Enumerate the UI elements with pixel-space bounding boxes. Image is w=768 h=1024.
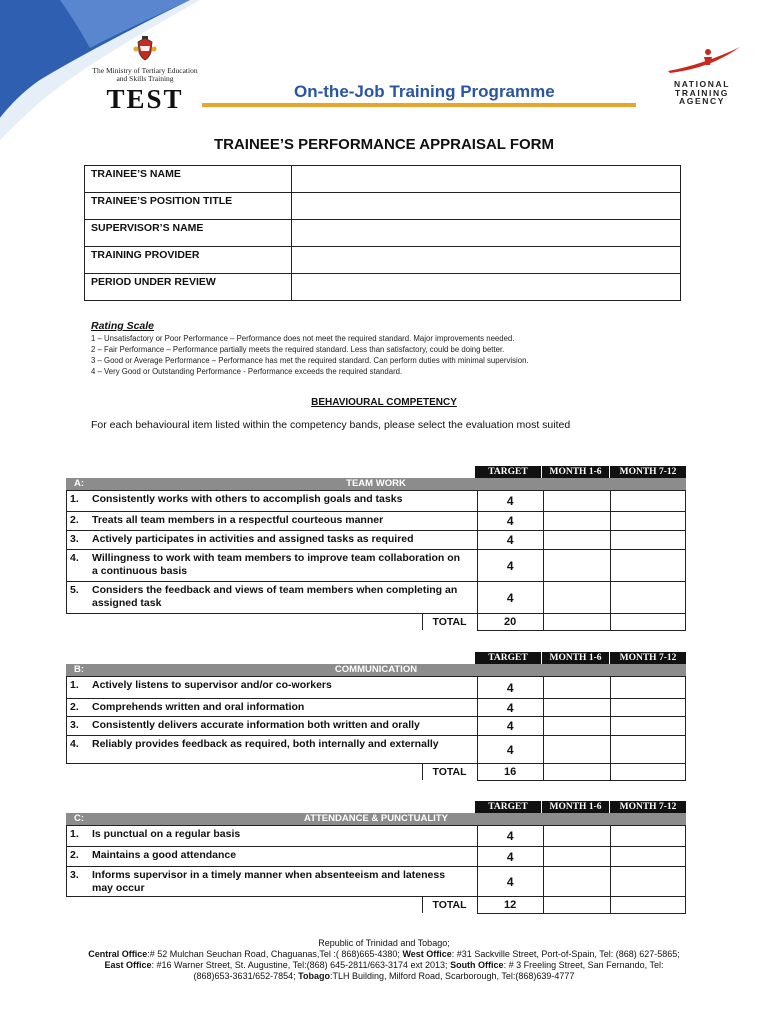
item-description bbox=[67, 826, 478, 847]
month-7-12-total-cell[interactable] bbox=[610, 897, 685, 914]
item-number: 2. bbox=[70, 849, 79, 861]
item-text: Treats all team members in a respectful courteous manner bbox=[92, 514, 384, 526]
month-7-12-header: MONTH 7-12 bbox=[610, 801, 686, 813]
month-7-12-cell[interactable] bbox=[610, 717, 685, 736]
column-header-row bbox=[475, 466, 686, 478]
rating-line: 1 – Unsatisfactory or Poor Performance – Performance does not meet the required standard. Major improvements needed. bbox=[91, 334, 515, 343]
column-header-row bbox=[475, 652, 686, 664]
month-7-12-header: MONTH 7-12 bbox=[610, 466, 686, 478]
competency-items-table bbox=[66, 676, 686, 781]
nta-line3: AGENCY bbox=[679, 96, 725, 106]
target-value: 4 bbox=[477, 699, 543, 717]
form-title: TRAINEE’S PERFORMANCE APPRAISAL FORM bbox=[213, 136, 555, 153]
rating-scale-title: Rating Scale bbox=[91, 320, 155, 332]
band-code: C: bbox=[74, 813, 85, 824]
item-text: Comprehends written and oral information bbox=[92, 701, 305, 713]
behavioural-competency-title: BEHAVIOURAL COMPETENCY bbox=[311, 397, 457, 408]
item-number: 3. bbox=[70, 869, 79, 881]
competency-band-header bbox=[66, 478, 686, 490]
month-1-6-cell[interactable] bbox=[543, 531, 610, 550]
item-text: Informs supervisor in a timely manner when absenteeism and lateness may occur bbox=[92, 869, 446, 894]
month-1-6-total-cell[interactable] bbox=[543, 764, 610, 781]
table-row bbox=[67, 512, 686, 531]
table-row bbox=[67, 491, 686, 512]
total-spacer bbox=[67, 897, 478, 914]
info-label: SUPERVISOR’S NAME bbox=[85, 220, 292, 247]
target-header: TARGET bbox=[475, 466, 542, 478]
item-description bbox=[67, 847, 478, 867]
target-value: 4 bbox=[477, 582, 543, 614]
item-number: 5. bbox=[70, 584, 79, 596]
position-title-field[interactable] bbox=[292, 193, 681, 220]
competency-band-header bbox=[66, 664, 686, 676]
month-1-6-header: MONTH 1-6 bbox=[542, 801, 610, 813]
item-number: 3. bbox=[70, 719, 79, 731]
ministry-logo bbox=[80, 36, 210, 113]
total-row bbox=[67, 897, 686, 914]
total-label: TOTAL bbox=[422, 614, 477, 630]
footer-addresses bbox=[86, 938, 682, 982]
item-text: Is punctual on a regular basis bbox=[92, 828, 241, 840]
month-7-12-cell[interactable] bbox=[610, 826, 685, 847]
month-1-6-cell[interactable] bbox=[543, 512, 610, 531]
east-office-text: : #16 Warner Street, St. Augustine, Tel:(868) 645-2811/663-3174 ext 2013; bbox=[151, 960, 448, 970]
month-7-12-total-cell[interactable] bbox=[610, 764, 685, 781]
table-row bbox=[67, 736, 686, 764]
central-office-label: Central Office bbox=[88, 949, 148, 959]
table-row bbox=[67, 531, 686, 550]
month-1-6-header: MONTH 1-6 bbox=[542, 466, 610, 478]
month-7-12-cell[interactable] bbox=[610, 491, 685, 512]
item-description bbox=[67, 717, 478, 736]
month-7-12-cell[interactable] bbox=[610, 582, 685, 614]
target-header: TARGET bbox=[475, 801, 542, 813]
item-number: 2. bbox=[70, 514, 79, 526]
target-value: 4 bbox=[477, 550, 543, 582]
month-1-6-header: MONTH 1-6 bbox=[542, 652, 610, 664]
ministry-name-line1: The Ministry of Tertiary Education bbox=[92, 66, 198, 75]
item-description bbox=[67, 512, 478, 531]
item-number: 1. bbox=[70, 828, 79, 840]
month-7-12-header: MONTH 7-12 bbox=[610, 652, 686, 664]
item-number: 2. bbox=[70, 701, 79, 713]
rating-line: 4 – Very Good or Outstanding Performance - Performance exceeds the required standard. bbox=[91, 367, 403, 376]
item-number: 4. bbox=[70, 738, 79, 750]
item-text: Consistently delivers accurate information both written and orally bbox=[92, 719, 420, 731]
table-row bbox=[67, 826, 686, 847]
item-description bbox=[67, 582, 478, 614]
trainee-info-table bbox=[84, 165, 681, 301]
target-value: 4 bbox=[477, 512, 543, 531]
nta-swoosh-icon bbox=[660, 45, 744, 75]
south-office-label: South Office bbox=[450, 960, 504, 970]
item-text: Considers the feedback and views of team members when completing an assigned task bbox=[92, 584, 458, 609]
item-description bbox=[67, 531, 478, 550]
month-7-12-cell[interactable] bbox=[610, 677, 685, 699]
total-spacer bbox=[67, 614, 478, 631]
footer-country: Republic of Trinidad and Tobago; bbox=[318, 938, 450, 948]
east-office-label: East Office bbox=[104, 960, 152, 970]
target-value: 4 bbox=[477, 531, 543, 550]
nta-logo bbox=[660, 45, 744, 105]
total-value: 12 bbox=[477, 897, 543, 914]
item-description bbox=[67, 699, 478, 717]
item-number: 1. bbox=[70, 493, 79, 505]
tobago-office-text: :TLH Building, Milford Road, Scarborough, Tel:(868)639-4777 bbox=[329, 971, 575, 981]
item-description bbox=[67, 867, 478, 897]
target-value: 4 bbox=[477, 847, 543, 867]
month-1-6-cell[interactable] bbox=[543, 847, 610, 867]
competency-items-table bbox=[66, 490, 686, 631]
item-text: Reliably provides feedback as required, both internally and externally bbox=[92, 738, 439, 750]
programme-title: On-the-Job Training Programme bbox=[294, 82, 555, 101]
ministry-name-line2: and Skills Training bbox=[116, 74, 174, 83]
info-row bbox=[85, 193, 681, 220]
total-value: 20 bbox=[477, 614, 543, 631]
target-value: 4 bbox=[477, 677, 543, 699]
total-label: TOTAL bbox=[422, 897, 477, 913]
item-text: Maintains a good attendance bbox=[92, 849, 237, 861]
month-7-12-cell[interactable] bbox=[610, 550, 685, 582]
column-header-row bbox=[475, 801, 686, 813]
total-row bbox=[67, 764, 686, 781]
coat-of-arms-icon bbox=[132, 36, 158, 62]
month-7-12-cell[interactable] bbox=[610, 531, 685, 550]
month-7-12-cell[interactable] bbox=[610, 847, 685, 867]
item-description bbox=[67, 736, 478, 764]
west-office-label: West Office bbox=[402, 949, 452, 959]
rating-line: 2 – Fair Performance – Performance partially meets the required standard. Less than satisfactory, could be doing better. bbox=[91, 345, 505, 354]
target-value: 4 bbox=[477, 826, 543, 847]
item-number: 1. bbox=[70, 679, 79, 691]
competency-band-header bbox=[66, 813, 686, 825]
instruction-text: For each behavioural item listed within the competency bands, please select the evaluation most suited bbox=[91, 419, 571, 431]
info-label: TRAINEE’S NAME bbox=[85, 166, 292, 193]
nta-line1: NATIONAL bbox=[673, 79, 731, 89]
item-text: Willingness to work with team members to improve team collaboration on a continuous basis bbox=[92, 552, 461, 577]
band-code: A: bbox=[74, 478, 85, 489]
month-7-12-total-cell[interactable] bbox=[610, 614, 685, 631]
band-name: TEAM WORK bbox=[346, 478, 406, 489]
test-logo-text: TEST bbox=[106, 84, 184, 114]
tobago-office-label: Tobago bbox=[298, 971, 330, 981]
item-number: 4. bbox=[70, 552, 79, 564]
table-row bbox=[67, 847, 686, 867]
item-description bbox=[67, 677, 478, 699]
rating-line: 3 – Good or Average Performance – Performance has met the required standard. Can perform duties with minimal supervision. bbox=[91, 356, 529, 365]
header-rule bbox=[202, 103, 636, 107]
total-label: TOTAL bbox=[422, 764, 477, 780]
month-1-6-total-cell[interactable] bbox=[543, 897, 610, 914]
month-1-6-cell[interactable] bbox=[543, 826, 610, 847]
info-label: TRAINING PROVIDER bbox=[85, 247, 292, 274]
table-row bbox=[67, 550, 686, 582]
month-1-6-cell[interactable] bbox=[543, 582, 610, 614]
item-description bbox=[67, 550, 478, 582]
band-name: COMMUNICATION bbox=[334, 664, 418, 675]
month-1-6-cell[interactable] bbox=[543, 867, 610, 897]
item-description bbox=[67, 491, 478, 512]
supervisor-name-field[interactable] bbox=[292, 220, 681, 247]
central-office-text: :# 52 Mulchan Seuchan Road, Chaguanas,Tel :( 868)665-4380; bbox=[147, 949, 400, 959]
review-period-field[interactable] bbox=[292, 274, 681, 301]
info-row bbox=[85, 220, 681, 247]
total-value: 16 bbox=[477, 764, 543, 781]
item-text: Actively listens to supervisor and/or co-workers bbox=[92, 679, 332, 691]
table-row bbox=[67, 677, 686, 699]
info-label: TRAINEE’S POSITION TITLE bbox=[85, 193, 292, 220]
month-1-6-cell[interactable] bbox=[543, 736, 610, 764]
table-row bbox=[67, 717, 686, 736]
table-row bbox=[67, 582, 686, 614]
target-value: 4 bbox=[477, 491, 543, 512]
info-row bbox=[85, 274, 681, 301]
band-name: ATTENDANCE & PUNCTUALITY bbox=[304, 813, 448, 824]
training-provider-field[interactable] bbox=[292, 247, 681, 274]
month-1-6-cell[interactable] bbox=[543, 550, 610, 582]
trainee-name-field[interactable] bbox=[292, 166, 681, 193]
info-row bbox=[85, 247, 681, 274]
info-label: PERIOD UNDER REVIEW bbox=[85, 274, 292, 301]
month-1-6-cell[interactable] bbox=[543, 717, 610, 736]
item-number: 3. bbox=[70, 533, 79, 545]
item-text: Actively participates in activities and assigned tasks as required bbox=[92, 533, 414, 545]
month-7-12-cell[interactable] bbox=[610, 512, 685, 531]
west-office-text: : #31 Sackville Street, Port-of-Spain, Tel: (868) 627-5865; bbox=[451, 949, 680, 959]
table-row bbox=[67, 867, 686, 897]
competency-items-table bbox=[66, 825, 686, 914]
footer-offices bbox=[86, 949, 682, 982]
target-value: 4 bbox=[477, 717, 543, 736]
month-7-12-cell[interactable] bbox=[610, 867, 685, 897]
nta-line2: TRAINING bbox=[675, 87, 729, 98]
total-row bbox=[67, 614, 686, 631]
month-1-6-cell[interactable] bbox=[543, 491, 610, 512]
month-1-6-cell[interactable] bbox=[543, 699, 610, 717]
item-text: Consistently works with others to accomplish goals and tasks bbox=[92, 493, 403, 505]
table-row bbox=[67, 699, 686, 717]
south-office-text: : # 3 Freeling Street, San Fernando, Tel: (868)653-3631/652-7854; bbox=[193, 960, 664, 981]
month-1-6-total-cell[interactable] bbox=[543, 614, 610, 631]
month-7-12-cell[interactable] bbox=[610, 736, 685, 764]
month-7-12-cell[interactable] bbox=[610, 699, 685, 717]
target-value: 4 bbox=[477, 867, 543, 897]
band-code: B: bbox=[74, 664, 85, 675]
info-row bbox=[85, 166, 681, 193]
target-value: 4 bbox=[477, 736, 543, 764]
target-header: TARGET bbox=[475, 652, 542, 664]
total-spacer bbox=[67, 764, 478, 781]
month-1-6-cell[interactable] bbox=[543, 677, 610, 699]
